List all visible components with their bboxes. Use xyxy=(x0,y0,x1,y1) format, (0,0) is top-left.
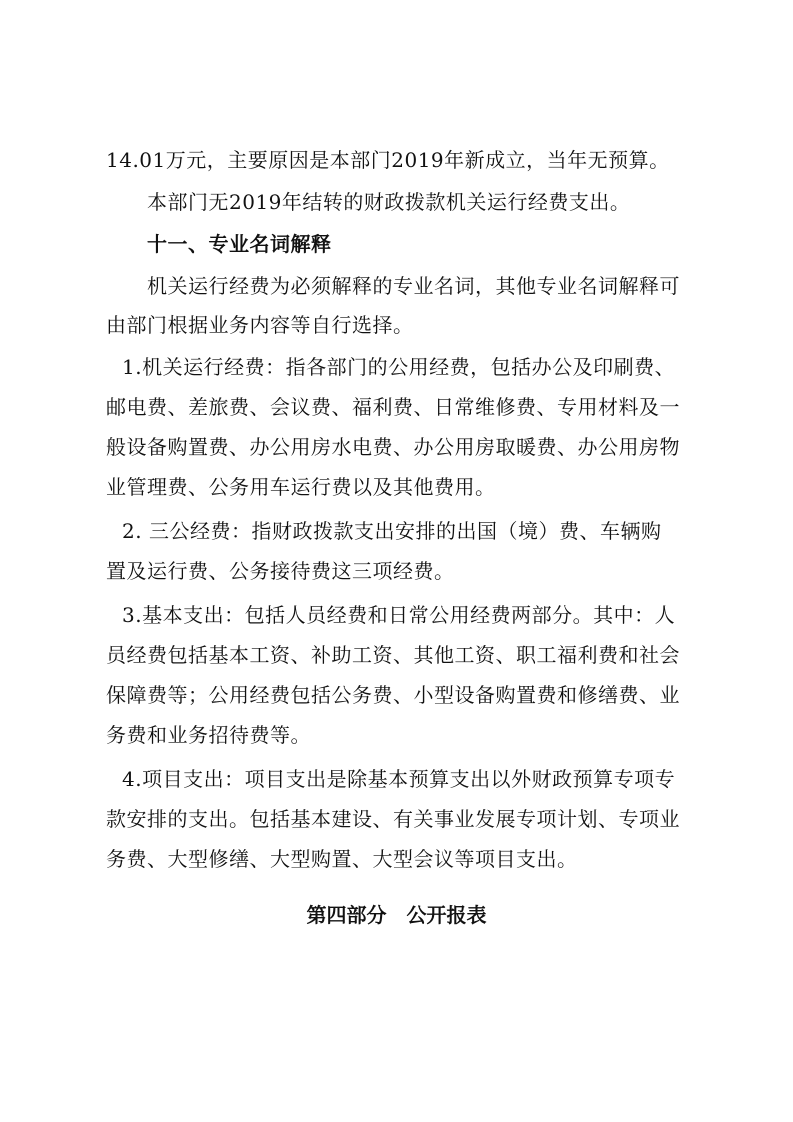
body-line: 置及运行费、公务接待费这三项经费。 xyxy=(106,559,455,583)
body-line: 3.基本支出：包括人员经费和日常公用经费两部分。其中：人 xyxy=(122,603,676,627)
body-line: 般设备购置费、办公用房水电费、办公用房取暖费、办公用房物 xyxy=(106,435,680,459)
body-line: 务费和业务招待费等。 xyxy=(106,723,311,747)
body-line: 本部门无2019年结转的财政拨款机关运行经费支出。 xyxy=(147,190,631,214)
body-line: 1.机关运行经费：指各部门的公用经费，包括办公及印刷费、 xyxy=(122,355,676,379)
body-line: 款安排的支出。包括基本建设、有关事业发展专项计划、专项业 xyxy=(106,807,680,831)
body-line: 业管理费、公务用车运行费以及其他费用。 xyxy=(106,475,496,499)
body-line: 员经费包括基本工资、补助工资、其他工资、职工福利费和社会 xyxy=(106,643,680,667)
body-line: 邮电费、差旅费、会议费、福利费、日常维修费、专用材料及一 xyxy=(106,395,680,419)
body-line: 务费、大型修缮、大型购置、大型会议等项目支出。 xyxy=(106,847,578,871)
body-line: 由部门根据业务内容等自行选择。 xyxy=(106,313,414,337)
part-title: 第四部分 公开报表 xyxy=(306,903,487,927)
body-line: 保障费等；公用经费包括公务费、小型设备购置费和修缮费、业 xyxy=(106,683,680,707)
body-line: 4.项目支出：项目支出是除基本预算支出以外财政预算专项专 xyxy=(122,767,676,791)
body-line: 14.01万元，主要原因是本部门2019年新成立，当年无预算。 xyxy=(106,148,670,172)
section-heading: 十一、专业名词解释 xyxy=(147,232,332,256)
body-line: 机关运行经费为必须解释的专业名词，其他专业名词解释可 xyxy=(147,274,680,298)
body-line: 2. 三公经费：指财政拨款支出安排的出国（境）费、车辆购 xyxy=(122,519,662,543)
